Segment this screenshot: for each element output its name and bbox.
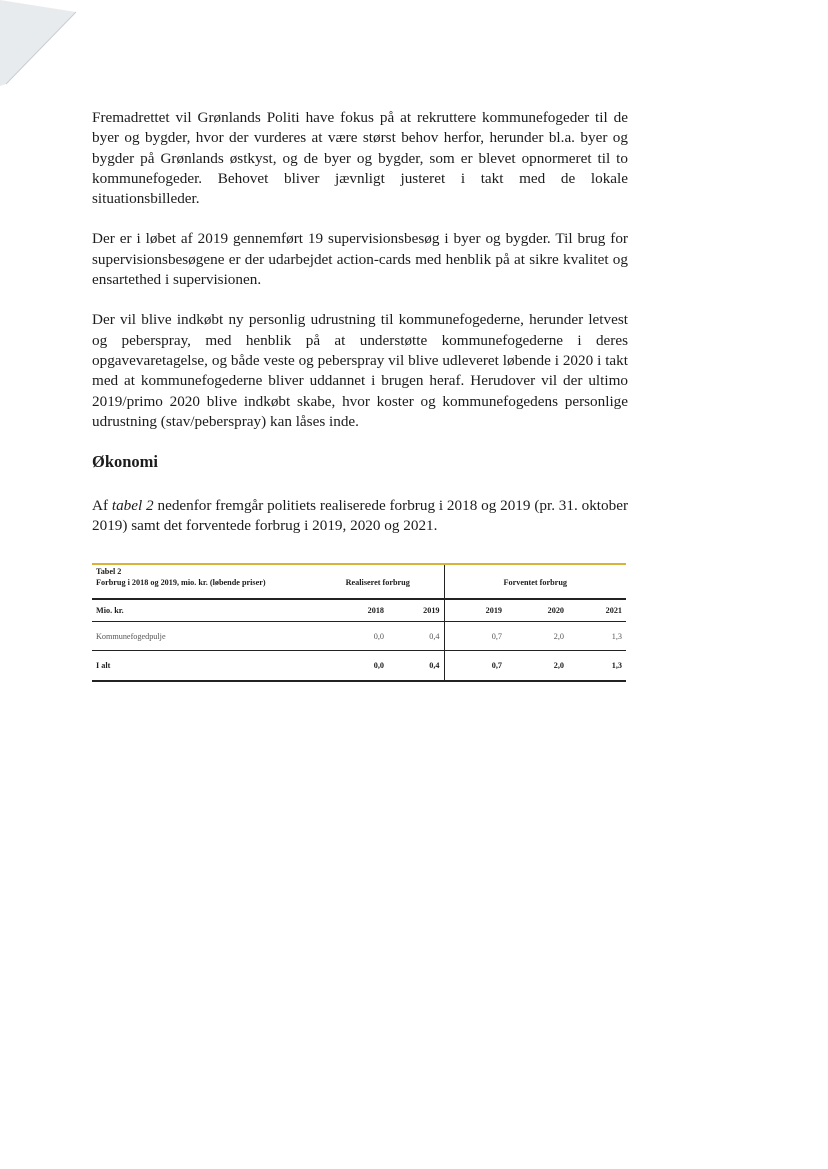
- economy-intro-rest: nedenfor fremgår politiets realiserede forbrug i 2018 og 2019 (pr. 31. oktober 2019) samt det forventede forbrug i 2019, 2020 og 2021.: [92, 497, 629, 535]
- table-cell: 2,0: [506, 651, 568, 682]
- table-cell: 0,7: [491, 631, 502, 641]
- paragraph-equipment: Der vil blive indkøbt ny personlig udrustning til kommunefogederne, herunder letvest og peberspray, med henblik på at understøtte kommunefogederne i deres opgavevaretagelse, og både veste og peberspray vil blive udleveret løbende i 2020 i takt med at kommunefogederne bliver uddannet i brugen heraf. Herudover vil der ultimo 2019/primo 2020 blive indkøbt skabe, hvor koster og kommunefogedens personlige udrustning (stav/peberspray) kan låses inde.: [92, 311, 628, 430]
- table-cell: 0,4: [388, 651, 444, 682]
- year-header: 2019: [444, 599, 506, 622]
- table-cell: 0,0: [312, 651, 388, 682]
- section-heading-economy: Økonomi: [92, 452, 159, 472]
- paragraph-supervision: Der er i løbet af 2019 gennemført 19 supervisionsbesøg i byer og bygder. Til brug for supervisionsbesøgene er der udarbejdet action-cards med henblik på at sikre kvalitet og ensartethed i supervisionen.: [92, 230, 628, 289]
- unit-label: Mio. kr.: [92, 599, 312, 622]
- group-header-expected: Forventet forbrug: [503, 578, 567, 587]
- table-row: [92, 622, 626, 651]
- year-header: 2019: [388, 599, 444, 622]
- document-body: [92, 108, 628, 537]
- table-title: Tabel 2: [92, 564, 312, 578]
- table-row-total: [92, 651, 626, 682]
- group-header-realised: Realiseret forbrug: [312, 578, 444, 599]
- paragraph-economy-intro: [92, 496, 628, 537]
- year-header: 2018: [312, 599, 388, 622]
- row-label: I alt: [92, 651, 312, 682]
- table-cell: 0,7: [444, 651, 506, 682]
- table-cell: 1,3: [611, 631, 622, 641]
- table-subtitle: Forbrug i 2018 og 2019, mio. kr. (løbende priser): [96, 578, 266, 587]
- row-label: Kommunefogedpulje: [96, 631, 166, 641]
- year-header: 2021: [568, 599, 626, 622]
- table-cell: 2,0: [553, 631, 564, 641]
- page-corner-fold: [0, 0, 78, 86]
- economy-intro-start: Af: [92, 497, 112, 515]
- table-cell: 0,0: [373, 631, 384, 641]
- paragraph-recruitment: Fremadrettet vil Grønlands Politi have fokus på at rekruttere kommunefogeder til de byer og bygder, hvor der vurderes at være størst behov herfor, herunder bl.a. byer og bygder på Grønlands østkyst, og de byer og bygder, som er blevet opnormeret til to kommunefogeder. Behovet bliver jævnligt justeret i takt med de lokale situationsbilleder.: [92, 109, 628, 208]
- expenditure-table: [92, 563, 626, 682]
- table-cell: 0,4: [388, 622, 444, 651]
- table-reference: tabel 2: [111, 497, 154, 515]
- year-header: 2020: [506, 599, 568, 622]
- table-cell: 1,3: [568, 651, 626, 682]
- table-2: [92, 563, 626, 682]
